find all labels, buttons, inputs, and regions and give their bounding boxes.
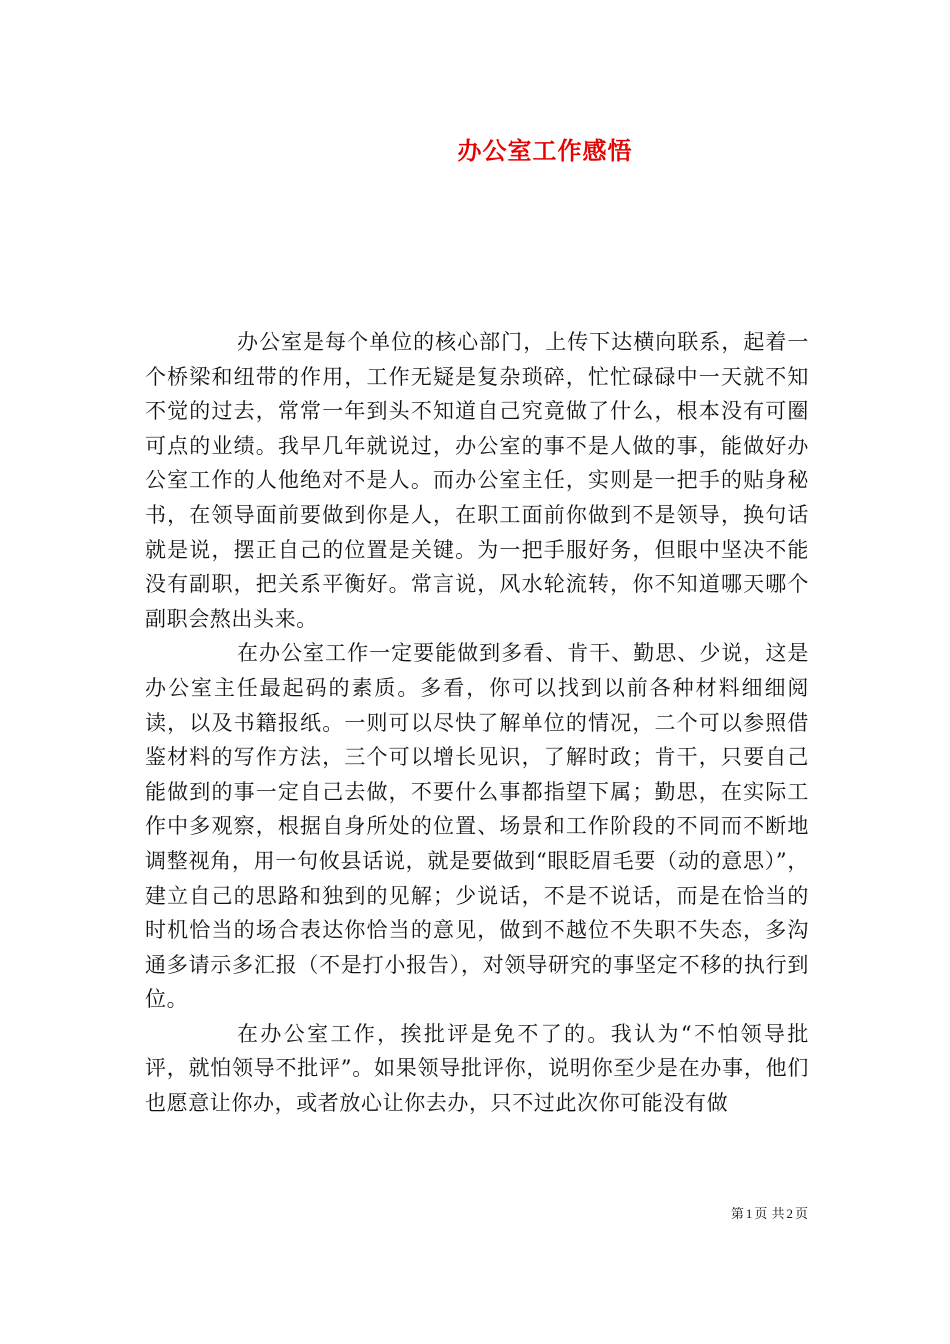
- footer-suffix: 页: [794, 1207, 808, 1222]
- page-footer: [731, 1205, 808, 1224]
- footer-total-pages: 2: [786, 1206, 793, 1221]
- document-body: [145, 325, 809, 1121]
- document-title: 办公室工作感悟: [457, 136, 633, 165]
- paragraph-1: 办公室是每个单位的核心部门，上传下达横向联系，起着一个桥梁和纽带的作用，工作无疑是复杂琐碎，忙忙碌碌中一天就不知不觉的过去，常常一年到头不知道自己究竟做了什么，根本没有可圈可点的业绩。我早几年就说过，办公室的事不是人做的事，能做好办公室工作的人他绝对不是人。而办公室主任，实则是一把手的贴身秘书，在领导面前要做到你是人，在职工面前你做到不是领导，换句话就是说，摆正自己的位置是关键。为一把手服好务，但眼中坚决不能没有副职，把关系平衡好。常言说，风水轮流转，你不知道哪天哪个副职会熬出头来。: [145, 330, 809, 631]
- footer-current-page: 1: [745, 1206, 753, 1221]
- footer-prefix: 第: [730, 1207, 744, 1222]
- footer-middle: 页 共: [754, 1207, 785, 1222]
- paragraph-2: 在办公室工作一定要能做到多看、肯干、勤思、少说，这是办公室主任最起码的素质。多看，你可以找到以前各种材料细细阅读，以及书籍报纸。一则可以尽快了解单位的情况，二个可以参照借鉴材料的写作方法，三个可以增长见识，了解时政；肯干，只要自己能做到的事一定自己去做，不要什么事都指望下属；勤思，在实际工作中多观察，根据自身所处的位置、场景和工作阶段的不同而不断地调整视角，用一句攸县话说，就是要做到“眼眨眉毛要（动的意思）”，建立自己的思路和独到的见解；少说话，不是不说话，而是在恰当的时机恰当的场合表达你恰当的意见，做到不越位不失职不失态，多沟通多请示多汇报（不是打小报告），对领导研究的事坚定不移的执行到位。: [145, 641, 809, 1012]
- paragraph-3: 在办公室工作，挨批评是免不了的。我认为“不怕领导批评，就怕领导不批评”。如果领导批评你，说明你至少是在办事，他们也愿意让你办，或者放心让你去办，只不过此次你可能没有做: [145, 1021, 809, 1116]
